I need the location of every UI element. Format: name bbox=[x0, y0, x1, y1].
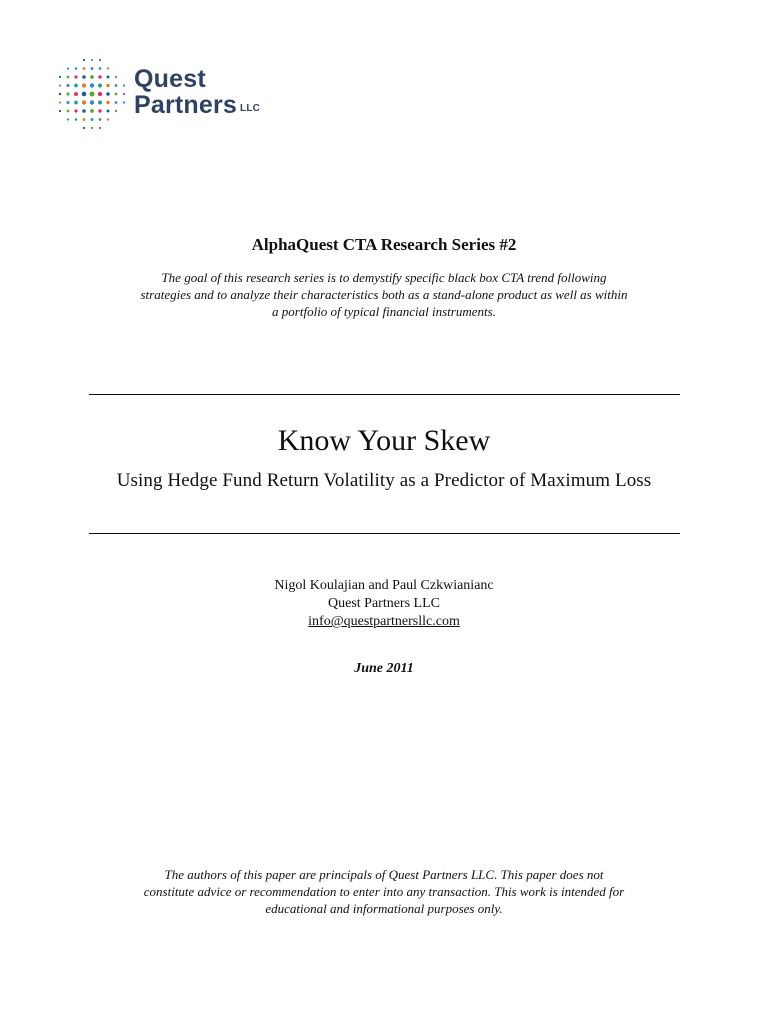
logo-dot bbox=[74, 92, 78, 96]
series-description-line: The goal of this research series is to demystify specific black box CTA trend following bbox=[161, 270, 607, 285]
series-description-line: strategies and to analyze their characteristics both as a stand-alone product as well as within bbox=[140, 287, 628, 302]
logo-dot bbox=[74, 75, 77, 78]
logo-dot bbox=[107, 118, 109, 120]
author-names: Nigol Koulajian and Paul Czkwianianc bbox=[274, 578, 494, 593]
logo-dot bbox=[67, 67, 69, 69]
bottom-divider bbox=[89, 533, 680, 534]
logo-dot bbox=[67, 118, 69, 120]
logo-dot bbox=[106, 84, 109, 87]
logo-dot bbox=[91, 59, 93, 61]
logo-dot bbox=[90, 75, 94, 79]
logo-dot bbox=[107, 67, 109, 69]
logo-dot bbox=[98, 75, 101, 78]
series-title: AlphaQuest CTA Research Series #2 bbox=[251, 235, 517, 254]
logo-dot bbox=[74, 84, 78, 88]
logo-dot bbox=[89, 91, 94, 96]
logo-dot bbox=[59, 76, 61, 78]
logo-dot bbox=[115, 76, 117, 78]
disclaimer bbox=[118, 866, 650, 917]
logo-dot bbox=[106, 92, 110, 96]
logo-dot bbox=[98, 109, 101, 112]
logo-dot bbox=[90, 83, 94, 87]
top-divider bbox=[89, 394, 680, 395]
author-block bbox=[0, 577, 768, 631]
logo-dot bbox=[59, 93, 61, 95]
disclaimer-line: constitute advice or recommendation to enter into any transaction. This work is intended for bbox=[143, 884, 625, 899]
logo-dot bbox=[83, 118, 86, 121]
logo-dot bbox=[82, 83, 86, 87]
logo-dot bbox=[67, 76, 70, 79]
logo-dot bbox=[115, 101, 118, 104]
logo-dot bbox=[91, 67, 94, 70]
logo-dot bbox=[82, 75, 86, 79]
logo-dot bbox=[66, 101, 69, 104]
logo-dot bbox=[83, 59, 85, 61]
logo-dot bbox=[98, 83, 102, 87]
logo-dot bbox=[66, 84, 69, 87]
disclaimer-line: The authors of this paper are principals of Quest Partners LLC. This paper does not bbox=[164, 867, 604, 882]
paper-title: Know Your Skew bbox=[277, 424, 491, 457]
logo-dot bbox=[106, 101, 109, 104]
logo-dot bbox=[107, 76, 110, 79]
logo-dot bbox=[59, 84, 61, 86]
author-affiliation: Quest Partners LLC bbox=[328, 596, 440, 611]
logo-dot bbox=[90, 100, 94, 104]
logo-dot bbox=[59, 101, 61, 103]
logo-name-line1: Quest bbox=[134, 65, 206, 93]
logo-dot bbox=[98, 92, 102, 96]
logo-dot bbox=[59, 110, 61, 112]
logo-dot bbox=[91, 127, 93, 129]
logo-dot bbox=[82, 92, 87, 97]
logo-dot bbox=[123, 84, 125, 86]
logo-dot bbox=[67, 110, 70, 113]
publication-date: June 2011 bbox=[354, 661, 414, 676]
logo-name-line2 bbox=[134, 92, 260, 122]
logo-dot bbox=[74, 109, 77, 112]
logo-dot bbox=[115, 84, 118, 87]
logo-dot bbox=[91, 118, 94, 121]
disclaimer-line: educational and informational purposes only. bbox=[265, 901, 503, 916]
logo-name-line2-text: Partners bbox=[134, 91, 238, 119]
logo-dot bbox=[83, 127, 85, 129]
logo-dot bbox=[66, 92, 69, 95]
globe-dots-icon bbox=[54, 54, 126, 134]
series-description bbox=[110, 269, 658, 320]
logo-dot bbox=[75, 67, 78, 70]
logo-dot bbox=[74, 101, 78, 105]
logo-suffix: LLC bbox=[240, 103, 261, 114]
series-description-line: a portfolio of typical financial instruments. bbox=[272, 304, 496, 319]
logo-dot bbox=[99, 118, 102, 121]
logo-dot bbox=[99, 127, 101, 129]
logo-dot bbox=[98, 100, 102, 104]
logo-dot bbox=[115, 110, 117, 112]
logo-wordmark bbox=[134, 66, 260, 122]
logo-dot bbox=[123, 101, 125, 103]
logo-dot bbox=[123, 93, 125, 95]
logo-dot bbox=[90, 109, 94, 113]
logo-dot bbox=[115, 93, 118, 96]
logo-dot bbox=[107, 110, 110, 113]
logo-dot bbox=[82, 100, 86, 104]
logo-dot bbox=[75, 118, 78, 121]
author-email-link[interactable]: info@questpartnersllc.com bbox=[308, 614, 460, 629]
logo-dot bbox=[99, 67, 102, 70]
logo-dot bbox=[83, 67, 86, 70]
company-logo bbox=[54, 54, 264, 134]
logo-dot bbox=[99, 59, 101, 61]
logo-dot bbox=[82, 109, 86, 113]
paper-subtitle: Using Hedge Fund Return Volatility as a Predictor of Maximum Loss bbox=[116, 470, 652, 491]
